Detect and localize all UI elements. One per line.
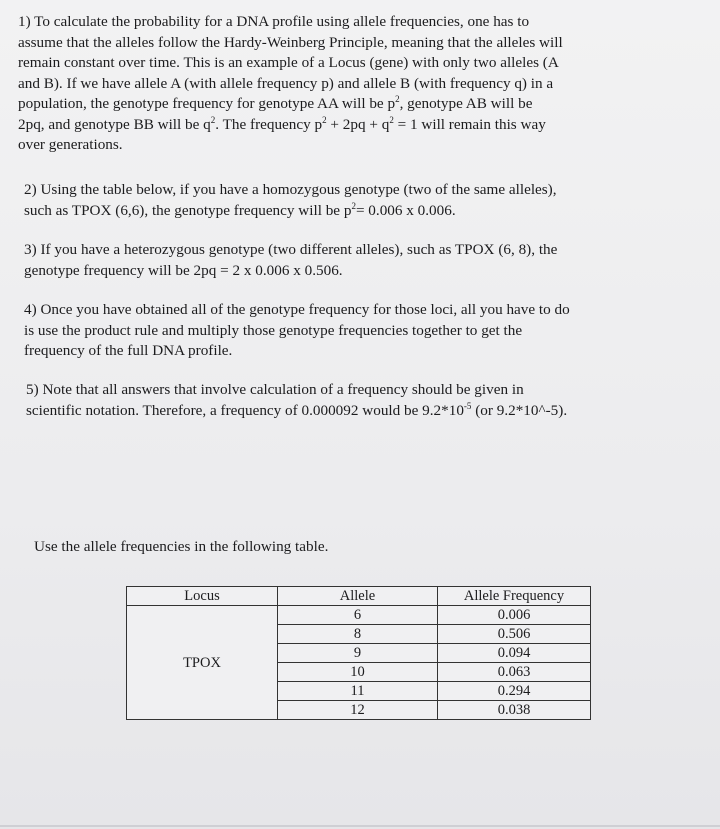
superscript: 2 xyxy=(389,114,394,125)
allele-cell: 11 xyxy=(278,682,438,701)
header-allele-frequency: Allele Frequency xyxy=(438,587,591,606)
text-line: 3) If you have a heterozygous genotype (two different alleles), such as TPOX (6, 8), the xyxy=(24,241,558,258)
text-line: population, the genotype frequency for genotype AA will be $p^2$, genotype AB will be xyxy=(18,94,533,112)
page-bottom-edge xyxy=(0,825,720,827)
allele-frequency-table xyxy=(126,586,591,720)
text-line: over generations. xyxy=(18,136,123,153)
text-line: 1) To calculate the probability for a DNA profile using allele frequencies, one has to xyxy=(18,13,530,30)
superscript: 2 xyxy=(351,200,356,211)
text-line: assume that the alleles follow the Hardy-Weinberg Principle, meaning that the alleles will xyxy=(18,33,563,51)
allele-cell: 8 xyxy=(278,625,438,644)
paragraph-1 xyxy=(18,12,698,156)
text-line: 2pq, and genotype BB will be $q^2$. The frequency $p^2 + 2pq + q^2 = 1$ will remain this way xyxy=(18,114,546,133)
text-line: scientific notation. Therefore, a frequency of 0.000092 would be $9.2*10^{-5}$ (or 9.2*10^-5). xyxy=(26,400,568,419)
frequency-cell: 0.038 xyxy=(438,701,591,720)
allele-cell: 9 xyxy=(278,644,438,663)
paragraph-3 xyxy=(24,240,684,281)
table-intro: Use the allele frequencies in the following table. xyxy=(34,538,329,555)
text-line: and B). If we have allele A (with allele frequency p) and allele B (with frequency q) in a xyxy=(18,74,554,92)
text-line: such as TPOX (6,6), the genotype frequency will be $p^2= 0.006$ x 0.006. xyxy=(24,200,456,219)
allele-cell: 12 xyxy=(278,701,438,720)
table-row xyxy=(127,606,591,625)
table-header-row xyxy=(127,587,591,606)
header-allele: Allele xyxy=(278,587,438,606)
paragraph-5 xyxy=(26,380,696,421)
text-line: 5) Note that all answers that involve calculation of a frequency should be given in xyxy=(26,381,524,398)
frequency-cell: 0.094 xyxy=(438,644,591,663)
text-line: is use the product rule and multiply those genotype frequencies together to get the xyxy=(24,321,523,339)
superscript: 2 xyxy=(322,114,327,125)
frequency-cell: 0.006 xyxy=(438,606,591,625)
text-line: remain constant over time. This is an example of a Locus (gene) with only two alleles (A xyxy=(18,54,559,71)
frequency-cell: 0.506 xyxy=(438,625,591,644)
paragraph-2 xyxy=(24,180,684,221)
paragraph-4 xyxy=(24,300,684,362)
superscript: 2 xyxy=(395,94,400,104)
text-line: genotype frequency will be 2pq = 2 x 0.006 x 0.506. xyxy=(24,261,343,279)
frequency-cell: 0.294 xyxy=(438,682,591,701)
header-locus: Locus xyxy=(127,587,278,606)
superscript: -5 xyxy=(463,400,472,411)
text-line: 2) Using the table below, if you have a homozygous genotype (two of the same alleles), xyxy=(24,181,557,198)
text-line: frequency of the full DNA profile. xyxy=(24,342,233,359)
superscript: 2 xyxy=(210,114,216,125)
text-line: 4) Once you have obtained all of the genotype frequency for those loci, all you have to do xyxy=(24,301,570,318)
allele-cell: 6 xyxy=(278,606,438,625)
frequency-cell: 0.063 xyxy=(438,663,591,682)
locus-cell: TPOX xyxy=(127,606,278,720)
allele-cell: 10 xyxy=(278,663,438,682)
